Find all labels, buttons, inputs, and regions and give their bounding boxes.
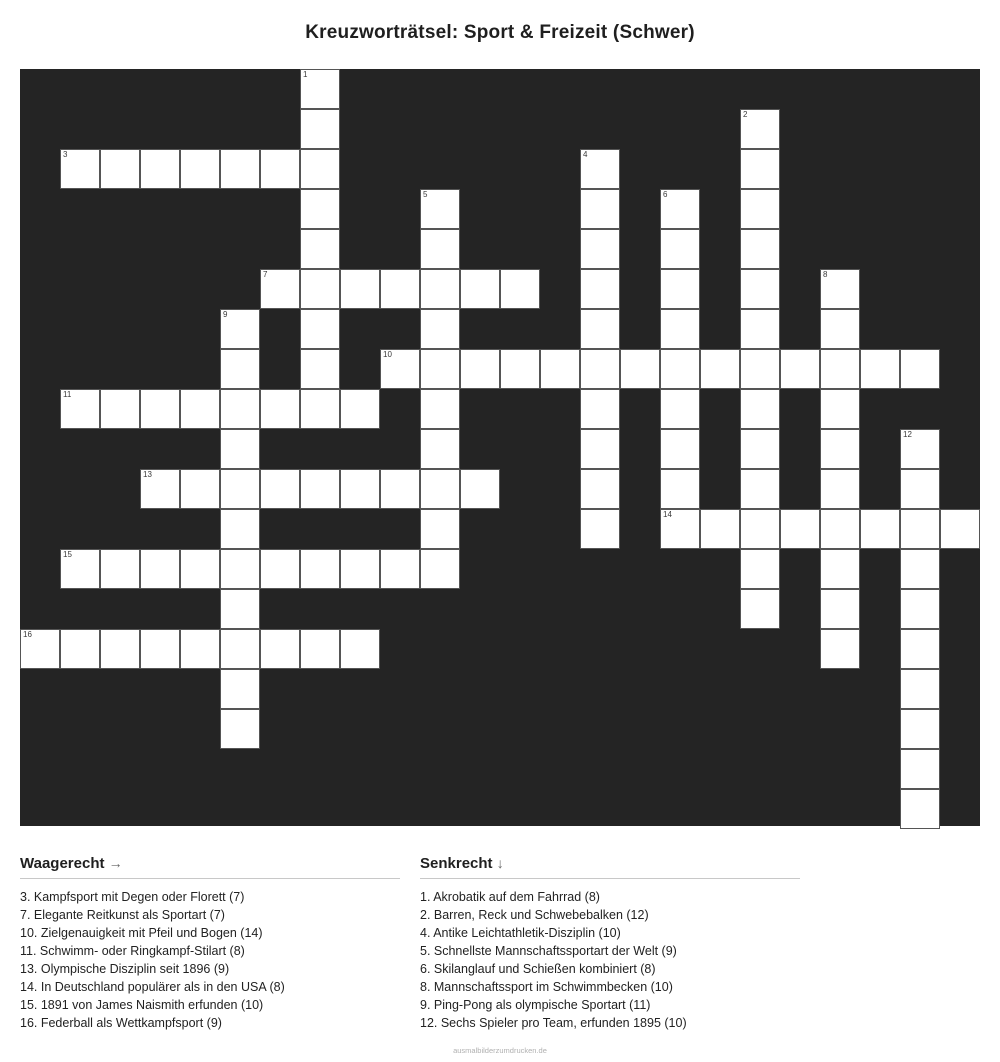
grid-cell[interactable] xyxy=(740,389,780,429)
grid-cell[interactable] xyxy=(540,349,580,389)
grid-cell[interactable] xyxy=(420,269,460,309)
grid-cell[interactable] xyxy=(580,349,620,389)
grid-cell[interactable] xyxy=(300,229,340,269)
grid-cell[interactable] xyxy=(820,469,860,509)
grid-cell[interactable] xyxy=(820,429,860,469)
grid-cell[interactable] xyxy=(900,629,940,669)
grid-cell[interactable] xyxy=(940,509,980,549)
down-clue-item: 12. Sechs Spieler pro Team, erfunden 1895 (10) xyxy=(420,1016,687,1030)
grid-cell[interactable] xyxy=(100,629,140,669)
grid-cell[interactable] xyxy=(580,269,620,309)
grid-cell[interactable] xyxy=(300,469,340,509)
grid-cell[interactable] xyxy=(420,309,460,349)
grid-cell[interactable] xyxy=(460,269,500,309)
grid-cell[interactable] xyxy=(140,469,180,509)
grid-cell[interactable] xyxy=(300,269,340,309)
grid-cell[interactable] xyxy=(260,469,300,509)
across-arrow-icon: → xyxy=(108,855,123,871)
grid-cell[interactable] xyxy=(380,349,420,389)
footer-watermark: ausmalbilderzumdrucken.de xyxy=(453,1046,547,1055)
grid-cell[interactable] xyxy=(900,669,940,709)
grid-cell[interactable] xyxy=(20,629,60,669)
across-clue-item: 3. Kampfsport mit Degen oder Florett (7) xyxy=(20,890,245,904)
down-clue-item: 1. Akrobatik auf dem Fahrrad (8) xyxy=(420,890,600,904)
grid-cell[interactable] xyxy=(180,389,220,429)
grid-cell[interactable] xyxy=(740,229,780,269)
across-clue-item: 11. Schwimm- oder Ringkampf-Stilart (8) xyxy=(20,944,245,958)
grid-cell[interactable] xyxy=(900,589,940,629)
grid-cell-number: 5 xyxy=(423,190,428,199)
grid-cell[interactable] xyxy=(740,469,780,509)
grid-cell[interactable] xyxy=(340,549,380,589)
grid-cell-number: 15 xyxy=(63,550,72,559)
grid-cell[interactable] xyxy=(660,509,700,549)
grid-cell[interactable] xyxy=(700,349,740,389)
grid-cell[interactable] xyxy=(340,269,380,309)
grid-cell[interactable] xyxy=(780,349,820,389)
grid-cell[interactable] xyxy=(580,469,620,509)
across-clue-item: 14. In Deutschland populärer als in den USA (8) xyxy=(20,980,285,994)
grid-cell[interactable] xyxy=(780,509,820,549)
grid-cell[interactable] xyxy=(580,149,620,189)
grid-cell[interactable] xyxy=(740,109,780,149)
grid-cell-number: 3 xyxy=(63,150,68,159)
grid-cell[interactable] xyxy=(460,349,500,389)
grid-cell-number: 10 xyxy=(383,350,392,359)
grid-cell[interactable] xyxy=(660,389,700,429)
grid-cell[interactable] xyxy=(580,189,620,229)
grid-cell[interactable] xyxy=(900,789,940,829)
grid-cell[interactable] xyxy=(180,149,220,189)
grid-cell[interactable] xyxy=(220,549,260,589)
grid-cell-number: 4 xyxy=(583,150,588,159)
grid-cell[interactable] xyxy=(300,69,340,109)
across-clue-item: 15. 1891 von James Naismith erfunden (10) xyxy=(20,998,264,1012)
down-clue-item: 5. Schnellste Mannschaftssportart der Welt (9) xyxy=(420,944,677,958)
grid-cell[interactable] xyxy=(660,189,700,229)
grid-cell[interactable] xyxy=(140,549,180,589)
grid-cell-number: 8 xyxy=(823,270,828,279)
grid-cell[interactable] xyxy=(300,149,340,189)
grid-cell[interactable] xyxy=(420,469,460,509)
grid-cell-number: 16 xyxy=(23,630,32,639)
grid-cell[interactable] xyxy=(820,389,860,429)
grid-cell[interactable] xyxy=(900,429,940,469)
grid-cell[interactable] xyxy=(420,429,460,469)
grid-cell-number: 1 xyxy=(303,70,308,79)
grid-cell[interactable] xyxy=(380,469,420,509)
grid-cell[interactable] xyxy=(820,309,860,349)
grid-cell[interactable] xyxy=(300,629,340,669)
down-clues-column xyxy=(420,855,800,1032)
grid-cell[interactable] xyxy=(820,349,860,389)
grid-cell[interactable] xyxy=(900,749,940,789)
grid-cell[interactable] xyxy=(340,629,380,669)
grid-cell[interactable] xyxy=(420,349,460,389)
grid-cell[interactable] xyxy=(220,309,260,349)
down-heading xyxy=(420,855,800,879)
grid-cell-number: 6 xyxy=(663,190,668,199)
grid-cell[interactable] xyxy=(900,549,940,589)
grid-cell[interactable] xyxy=(220,629,260,669)
grid-cell[interactable] xyxy=(340,469,380,509)
grid-cell[interactable] xyxy=(860,349,900,389)
grid-cell[interactable] xyxy=(220,149,260,189)
grid-cell[interactable] xyxy=(140,629,180,669)
grid-cell[interactable] xyxy=(820,549,860,589)
grid-cell[interactable] xyxy=(300,189,340,229)
grid-cell-number: 2 xyxy=(743,110,748,119)
grid-cell[interactable] xyxy=(60,149,100,189)
down-arrow-icon: ↓ xyxy=(496,855,504,871)
across-clue-item: 10. Zielgenauigkeit mit Pfeil und Bogen (14) xyxy=(20,926,263,940)
grid-cell[interactable] xyxy=(580,509,620,549)
grid-cell[interactable] xyxy=(900,349,940,389)
grid-cell[interactable] xyxy=(300,109,340,149)
grid-cell[interactable] xyxy=(220,589,260,629)
grid-cell[interactable] xyxy=(380,549,420,589)
grid-cell-number: 11 xyxy=(63,390,72,399)
grid-cell[interactable] xyxy=(580,229,620,269)
grid-cell[interactable] xyxy=(220,709,260,749)
grid-cell[interactable] xyxy=(140,149,180,189)
grid-cell[interactable] xyxy=(100,389,140,429)
grid-cell[interactable] xyxy=(620,349,660,389)
grid-cell-number: 12 xyxy=(903,430,912,439)
grid-cell[interactable] xyxy=(140,389,180,429)
grid-cell[interactable] xyxy=(220,469,260,509)
grid-cell[interactable] xyxy=(740,349,780,389)
grid-cell[interactable] xyxy=(660,269,700,309)
grid-cell[interactable] xyxy=(180,549,220,589)
grid-cell[interactable] xyxy=(60,629,100,669)
grid-cell[interactable] xyxy=(820,269,860,309)
grid-cell[interactable] xyxy=(660,349,700,389)
grid-cell[interactable] xyxy=(420,189,460,229)
grid-cell[interactable] xyxy=(220,389,260,429)
across-clue-item: 7. Elegante Reitkunst als Sportart (7) xyxy=(20,908,225,922)
grid-cell[interactable] xyxy=(300,389,340,429)
grid-cell[interactable] xyxy=(820,509,860,549)
grid-cell-number: 9 xyxy=(223,310,228,319)
across-clues-column xyxy=(20,855,400,1032)
grid-cell[interactable] xyxy=(740,509,780,549)
grid-cell[interactable] xyxy=(900,709,940,749)
grid-cell[interactable] xyxy=(660,469,700,509)
grid-cell[interactable] xyxy=(580,389,620,429)
grid-cell[interactable] xyxy=(260,389,300,429)
across-clue-item: 16. Federball als Wettkampfsport (9) xyxy=(20,1016,222,1030)
across-clue-list xyxy=(20,888,400,1032)
grid-cell[interactable] xyxy=(740,429,780,469)
grid-cell[interactable] xyxy=(260,269,300,309)
grid-cell[interactable] xyxy=(180,629,220,669)
grid-cell[interactable] xyxy=(420,549,460,589)
down-clue-item: 9. Ping-Pong als olympische Sportart (11) xyxy=(420,998,651,1012)
down-clue-item: 8. Mannschaftssport im Schwimmbecken (10) xyxy=(420,980,673,994)
grid-cell[interactable] xyxy=(300,309,340,349)
page-title: Kreuzworträtsel: Sport & Freizeit (Schwer) xyxy=(305,22,695,43)
grid-cell-number: 7 xyxy=(263,270,268,279)
grid-cell[interactable] xyxy=(740,309,780,349)
down-clue-item: 2. Barren, Reck und Schwebebalken (12) xyxy=(420,908,649,922)
grid-cell[interactable] xyxy=(260,629,300,669)
grid-cell[interactable] xyxy=(580,309,620,349)
down-clue-item: 6. Skilanglauf und Schießen kombiniert (8) xyxy=(420,962,656,976)
grid-cell[interactable] xyxy=(340,389,380,429)
grid-cell[interactable] xyxy=(220,509,260,549)
grid-cell[interactable] xyxy=(740,189,780,229)
grid-cell[interactable] xyxy=(460,469,500,509)
grid-cell-number: 14 xyxy=(663,510,672,519)
grid-cell[interactable] xyxy=(860,509,900,549)
grid-cell[interactable] xyxy=(220,669,260,709)
grid-cell[interactable] xyxy=(300,549,340,589)
grid-cell-number: 13 xyxy=(143,470,152,479)
grid-cell[interactable] xyxy=(740,269,780,309)
grid-cell[interactable] xyxy=(420,389,460,429)
grid-cell[interactable] xyxy=(740,589,780,629)
grid-cell[interactable] xyxy=(100,149,140,189)
grid-cell[interactable] xyxy=(660,229,700,269)
crossword-grid xyxy=(20,69,980,826)
grid-cell[interactable] xyxy=(820,629,860,669)
clues-section xyxy=(20,855,980,1032)
grid-cell[interactable] xyxy=(180,469,220,509)
grid-cell[interactable] xyxy=(500,349,540,389)
grid-cell[interactable] xyxy=(660,429,700,469)
grid-cell[interactable] xyxy=(220,429,260,469)
down-clue-list xyxy=(420,888,800,1032)
grid-cell[interactable] xyxy=(380,269,420,309)
grid-cell[interactable] xyxy=(100,549,140,589)
grid-cell[interactable] xyxy=(60,389,100,429)
grid-cell[interactable] xyxy=(700,509,740,549)
grid-cell[interactable] xyxy=(500,269,540,309)
grid-cell[interactable] xyxy=(60,549,100,589)
grid-cell[interactable] xyxy=(300,349,340,389)
across-heading-label: Waagerecht xyxy=(20,855,105,872)
grid-cell[interactable] xyxy=(420,229,460,269)
down-clue-item: 4. Antike Leichtathletik-Disziplin (10) xyxy=(420,926,621,940)
grid-cell[interactable] xyxy=(740,149,780,189)
grid-cell[interactable] xyxy=(420,509,460,549)
grid-cell[interactable] xyxy=(660,309,700,349)
down-heading-label: Senkrecht xyxy=(420,855,493,872)
grid-cell[interactable] xyxy=(260,549,300,589)
grid-cell[interactable] xyxy=(260,149,300,189)
grid-cell[interactable] xyxy=(900,469,940,509)
grid-cell[interactable] xyxy=(900,509,940,549)
across-clue-item: 13. Olympische Disziplin seit 1896 (9) xyxy=(20,962,230,976)
grid-cell[interactable] xyxy=(220,349,260,389)
grid-cell[interactable] xyxy=(580,429,620,469)
across-heading xyxy=(20,855,400,879)
grid-cell[interactable] xyxy=(820,589,860,629)
grid-cell[interactable] xyxy=(740,549,780,589)
